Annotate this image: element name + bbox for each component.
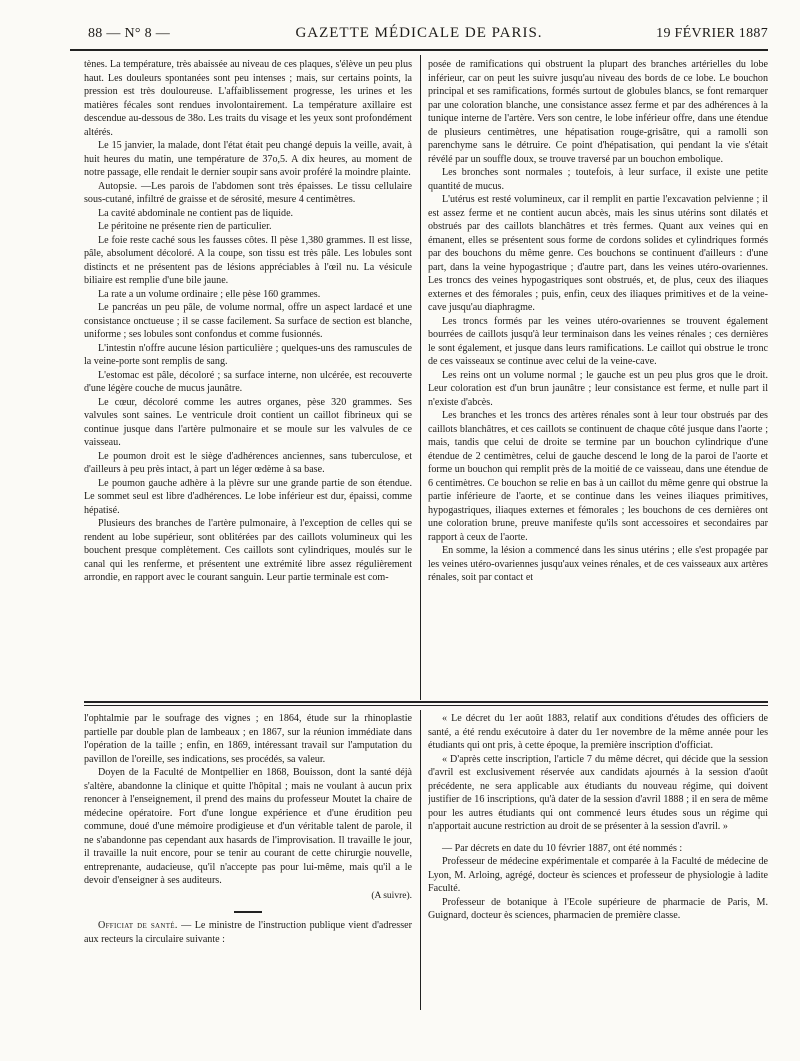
paragraph: Le poumon gauche adhère à la plèvre sur une grande partie de son étendue. Le sommet seul est libre d'adhérences. Le lobe inférieur est dur, épaissi, comme hépatisé. [84, 477, 412, 516]
paragraph: Le 15 janvier, la malade, dont l'état était peu changé depuis la veille, avait, à huit heures du matin, une température de 37o,5. A dix heures, au moment de notre passage, elle rendait le dernier soupir sans avoir proféré la moindre plainte. [84, 140, 412, 178]
paragraph: l'ophtalmie par le soufrage des vignes ; en 1864, étude sur la rhinoplastie partielle par double plan de lambeaux ; en 1867, sur la réunion immédiate dans l'opération de la taille ; enfin, en 1869, intéressant travail sur l'amputation du pavillon de l'oreille, ses indications, ses procédés, sa valeur. [84, 713, 412, 765]
section-rule-thick [84, 701, 768, 703]
paragraph: Professeur de botanique à l'Ecole supérieure de pharmacie de Paris, M. Guignard, docteur ès sciences, pharmacien de première classe. [428, 896, 768, 921]
section-text: — Le ministre de l'instruction publique vient d'adresser aux recteurs la circulaire suivante : [84, 920, 412, 945]
paragraph: Professeur de médecine expérimentale et comparée à la Faculté de médecine de Lyon, M. Arloing, agrégé, docteur ès sciences et professeur de physiologie à ladite Faculté. [428, 856, 768, 894]
paragraph: Plusieurs des branches de l'artère pulmonaire, à l'exception de celles qui se rendent au lobe supérieur, sont oblitérées par des caillots volumineux qui les bouchent presque complètement. Ces caillots sont cylindriques, moulés sur le canal qui les renferme, et présentent une extrémité libre assez régulièrement arrondie, en rapport avec le courant sanguin. Leur partie terminale est com- [84, 518, 412, 583]
bottom-left-column [84, 712, 412, 1012]
paragraph: tènes. La température, très abaissée au niveau de ces plaques, s'élève un peu plus haut. Les douleurs spontanées sont peu intenses ; mais, sur certains points, la pression est très douloureuse. L'affaiblissement progresse, les urines et les matières fécales sont rendues involontairement. La température axillaire est descendue au-dessous de 38o. Les traits du visage et les yeux sont profondément altérés. [84, 59, 412, 138]
paragraph: En somme, la lésion a commencé dans les sinus utérins ; elle s'est propagée par les veines utéro-ovariennes jusqu'aux veines rénales, et de ces vaisseaux aux artères rénales, soit par contact et [428, 545, 768, 583]
paragraph: Les bronches sont normales ; toutefois, à leur surface, il existe une petite quantité de mucus. [428, 167, 768, 192]
paragraph: Le cœur, décoloré comme les autres organes, pèse 320 grammes. Ses valvules sont saines. Le ventricule droit contient un caillot fibrineux qui se continue jusque dans l'artère pulmonaire et se moule sur les valvules de ce vaisseau. [84, 396, 412, 448]
paragraph: « Le décret du 1er août 1883, relatif aux conditions d'études des officiers de santé, a été rendu exécutoire à dater du 1er novembre de la même année pour les étudiants qui ont pris, à cette époque, la première inscription d'officiat. [428, 713, 768, 751]
paragraph: La cavité abdominale ne contient pas de liquide. [98, 207, 294, 219]
section-rule-thin [84, 705, 768, 706]
top-right-column [428, 58, 768, 700]
paragraph: Le poumon droit est le siège d'adhérences anciennes, sans tuberculose, et d'ailleurs à peu près intact, à part un léger œdème à sa base. [84, 450, 412, 475]
paragraph: « D'après cette inscription, l'article 7 du même décret, qui décide que la session d'avril est exclusivement réservée aux candidats ajournés à la session d'août précédente, ne sera applicable aux étudiants du nouveau régime, qui doivent justifier de 16 inscriptions, qu'à dater de la session d'avril 1888 ; il en sera de même pour les autres étudiants qui ont commencé leurs études sous un régime qui n'apportait aucune restriction au droit de se présenter à la session d'avril. » [428, 753, 768, 832]
paragraph-officiat [84, 919, 412, 946]
page-number: 88 — N° 8 — [88, 26, 171, 41]
paragraph: Les reins ont un volume normal ; le gauche est un peu plus gros que le droit. Leur coloration est d'un brun jaunâtre ; leur consistance est ferme, et nulle part il n'existe d'abcès. [428, 369, 768, 408]
paragraph: Les troncs formés par les veines utéro-ovariennes se trouvent également bourrées de caillots jusqu'à leur terminaison dans les veines rénales ; ces dernières le sont également, et jusque dans leurs ramifications. Le caillot qui obstrue le tronc de ces vaisseaux se continue avec celui de la veine-cave. [428, 315, 768, 367]
paragraph: L'utérus est resté volumineux, car il remplit en partie l'excavation pelvienne ; il est assez ferme et ne contient aucun abcès, mais les sinus utérins sont dilatés et obstrués par des caillots blanchâtres et très fermes. Quant aux veines qui en émanent, elles se présentent sous forme de cordons solides et cylindriques formés par des bouchons du même genre. Ces bouchons se continuent d'ailleurs : d'une part, dans la veine hypogastrique ; d'autre part, dans les veines utéro-ovariennes. Les troncs des veines hypogastriques sont obstrués, et, de plus, ceux des iliaques externes et des fémorales ; puis, enfin, ceux des iliaques primitives et de la veine-cave jusqu'au diaphragme. [428, 194, 768, 313]
paragraph: Le foie reste caché sous les fausses côtes. Il pèse 1,380 grammes. Il est lisse, pâle, absolument décoloré. A la coupe, son tissu est très pâle. Les lobules sont distincts et ne présentent pas de lésions appréciables à l'œil nu. La vésicule biliaire est remplie d'une bile jaune. [84, 234, 412, 286]
page-header [70, 24, 768, 46]
paragraph: Le pancréas un peu pâle, de volume normal, offre un aspect lardacé et une consistance onctueuse ; il se casse facilement. Sa surface de section est blanche, uniforme ; ses lobules sont confondus et comme fusionnés. [84, 302, 412, 340]
paragraph: Autopsie. —Les parois de l'abdomen sont très épaisses. Le tissu cellulaire sous-cutané, infiltré de graisse et de sérosité, mesure 4 centimètres. [84, 180, 412, 205]
paragraph: posée de ramifications qui obstruent la plupart des branches artérielles du lobe inférieur, car on peut les suivre jusqu'au niveau des bords de ce lobe. Le bouchon principal et ses ramifications, formés surtout de globules blancs, se font remarquer par une coloration blanche, une consistance assez ferme et par des adhérences à la tunique interne de l'artère. Vers son centre, le lobe inférieur offre, dans une étendue de plusieurs centimètres, une hépatisation rouge-grisâtre, qui a ramolli son parenchyme sans le détruire. Ce point d'hépatisation, qui pendant la vie s'était révélé par un souffle doux, se trouve traversé par un bouchon embolique. [428, 59, 768, 165]
paragraph: L'intestin n'offre aucune lésion particulière ; quelques-uns des ramuscules de la veine-porte sont remplis de sang. [84, 342, 412, 367]
top-column-divider [420, 55, 421, 700]
paragraph: Les branches et les troncs des artères rénales sont à leur tour obstrués par des caillots blanchâtres, et ces caillots se continuent de chaque côté jusque dans l'aorte ; mais, tandis que celui de droite se termine par un bouchon cylindrique d'une étendue de 2 centimètres, celui de gauche descend le long de la paroi de l'aorte et forme un bouchon qui remplit près de la moitié de ce vaisseau, dans une étendue de 6 centimètres. Ce bouchon se relie en bas à un caillot du même genre qui obstrue la partie inférieure de l'aorte, et se continue dans les veines iliaques primitives, hypogastriques, iliaques externes et fémorales ; les bouchons de ces dernières ont une coloration brune, preuve manifeste qu'ils sont accessoires et secondaires par rapport à ceux de l'aorte. [428, 410, 768, 543]
section-heading: Officiat de santé. [98, 920, 178, 931]
paragraph: — Par décrets en date du 10 février 1887, ont été nommés : [442, 842, 683, 854]
paragraph: Le péritoine ne présente rien de particulier. [98, 221, 272, 232]
header-rule [70, 49, 768, 51]
bottom-column-divider [420, 710, 421, 1010]
paragraph: L'estomac est pâle, décoloré ; sa surface interne, non ulcérée, est recouverte d'une légère couche de mucus jaunâtre. [84, 369, 412, 394]
top-left-column [84, 58, 412, 700]
separator-dash [234, 911, 262, 913]
paragraph: Doyen de la Faculté de Montpellier en 1868, Bouisson, dont la santé déjà s'altère, abandonne la clinique et quitte l'hôpital ; mais ne voulant à aucun prix renoncer à l'enseignement, il prend des mains du professeur Moutet la chaire de médecine opératoire. Fort d'une longue expérience et d'une érudition peu commune, doué d'une mémoire prodigieuse et d'un véritable talent de parole, il ne s'abandonne pas cependant aux hasards de l'improvisation. Il travaille le jour, il travaille la nuit encore, pour se tenir au courant de cette chirurgie nouvelle, entreprenante, audacieuse, qu'il n'accepte pas pour lui-même, mais qu'il a le devoir d'enseigner à ses auditeurs. [84, 767, 412, 886]
bottom-right-column [428, 712, 768, 1012]
journal-title: GAZETTE MÉDICALE DE PARIS. [295, 25, 543, 41]
paragraph: La rate a un volume ordinaire ; elle pèse 160 grammes. [98, 288, 321, 300]
issue-date: 19 FÉVRIER 1887 [656, 26, 768, 41]
to-be-continued: (A suivre). [371, 890, 412, 901]
